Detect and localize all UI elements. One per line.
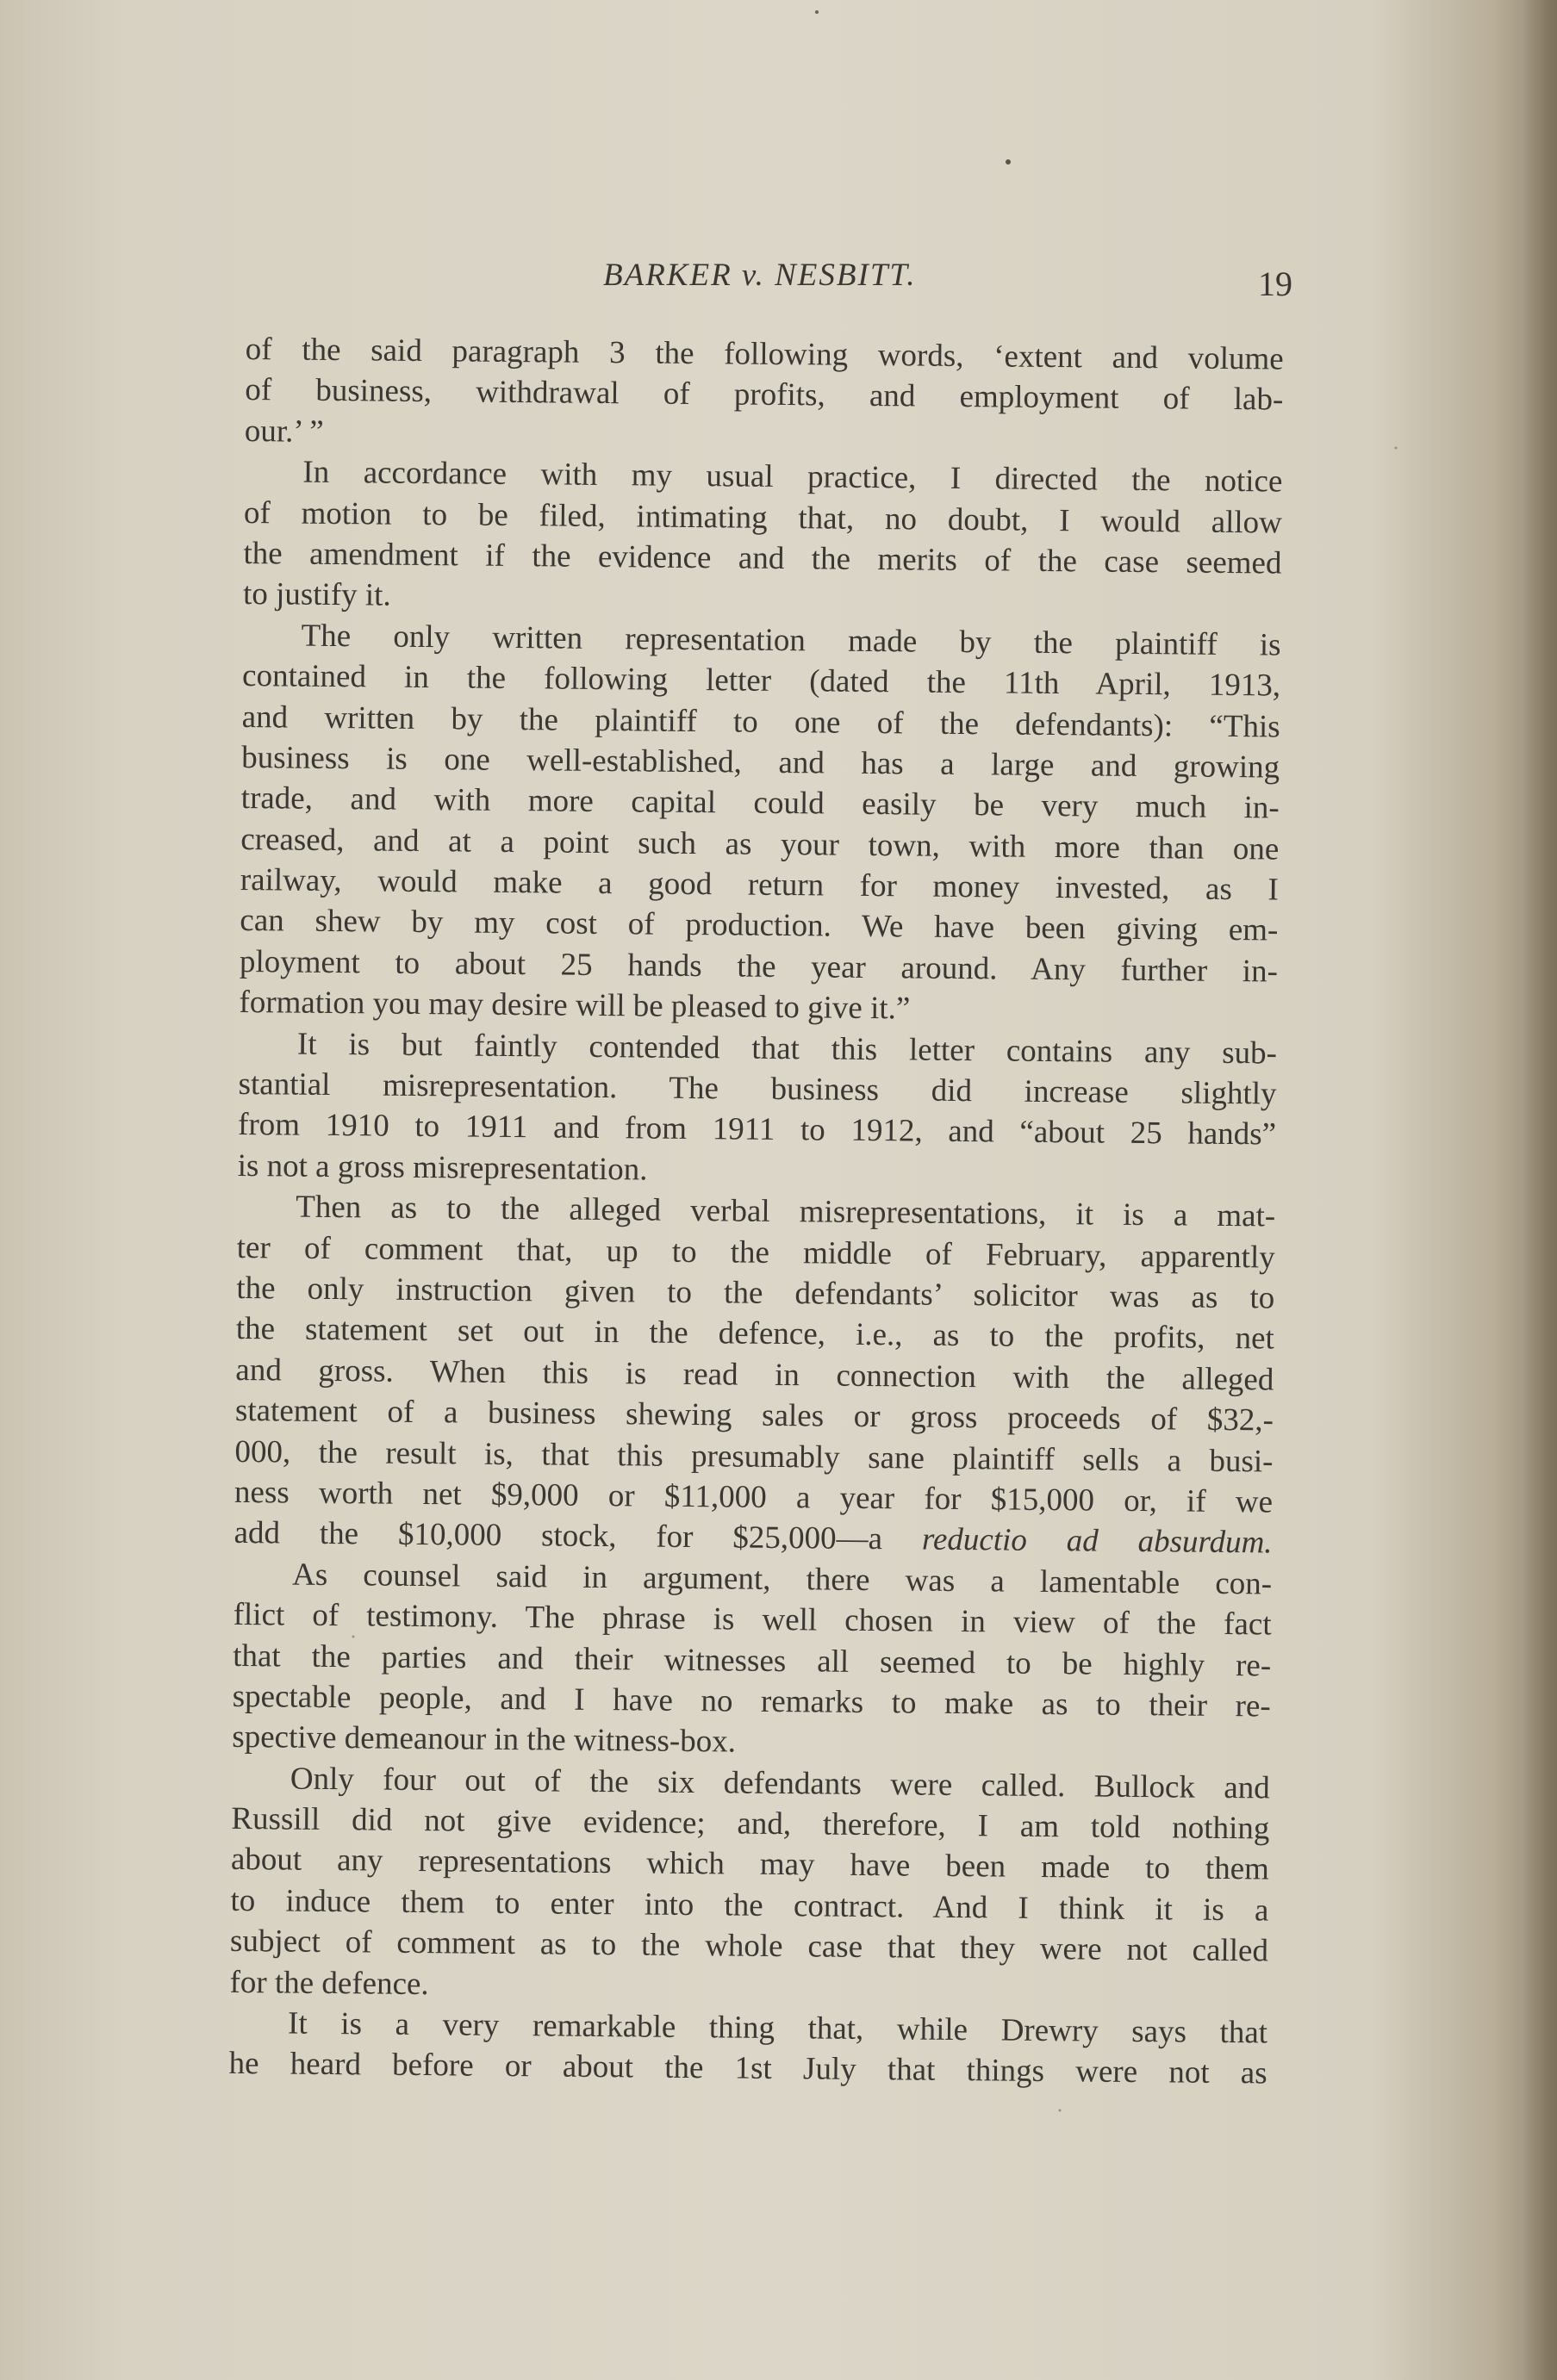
text-line: the statement set out in the defence, i.e., as to the profits, net [235,1311,1274,1357]
text-line: and gross. When this is read in connection with the alleged [235,1352,1274,1398]
text-line: he heard before or about the 1st July that things were not as [228,2046,1267,2091]
text-line: flict of testimony. The phrase is well chosen in view of the fact [233,1597,1272,1643]
text-line: formation you may desire will be pleased to give it.” [239,985,911,1027]
text-line: creased, and at a point such as your town, with more than one [240,821,1280,867]
text-line: about any representations which may have been made to them [230,1842,1270,1887]
text-line: that the parties and their witnesses all seemed to be highly re- [233,1637,1272,1683]
page-edge-shadow [1523,0,1557,2380]
text-line: Only four out of the six defendants were called. Bullock and [290,1761,1270,1806]
text-line: from 1910 to 1911 and from 1911 to 1912, and “about 25 hands” [237,1107,1277,1153]
text-line: In accordance with my usual practice, I directed the notice [302,454,1283,500]
text-line: the amendment if the evidence and the merits of the case seemed [243,535,1282,581]
text-line: stantial misrepresentation. The business did increase slightly [238,1066,1277,1112]
text-line: The only written representation made by the plaintiff is [301,618,1281,663]
text-line: statement of a business shewing sales or gross proceeds of $32,- [234,1393,1274,1439]
italic-phrase: reductio ad absurdum. [921,1521,1273,1561]
text-line: spective demeanour in the witness-box. [232,1719,737,1760]
text-line: subject of comment as to the whole case that they were not called [229,1923,1269,1969]
page-number: 19 [1258,264,1292,303]
text-line: It is but faintly contended that this letter contains any sub- [296,1026,1278,1072]
text-line: of business, withdrawal of profits, and employment of lab- [245,372,1284,418]
text-line: ness worth net $9,000 or $11,000 a year for $15,000 or, if we [234,1474,1274,1520]
text-line: Then as to the alleged verbal misrepresentations, it is a mat- [296,1189,1276,1234]
text-line: ter of comment that, up to the middle of February, apparently [236,1229,1275,1276]
text-line: 000, the result is, that this presumably sane plaintiff sells a busi- [234,1433,1274,1480]
text-line: to justify it. [242,576,391,613]
text-line: for the defence. [229,1964,429,2002]
text-line: spectable people, and I have no remarks to make as to their re- [232,1678,1271,1724]
text-line: of the said paragraph 3 the following words, ‘extent and volume [245,331,1284,377]
text-line: to induce them to enter into the contract. And I think it is a [230,1882,1269,1929]
text-line: Russill did not give evidence; and, therefore, I am told nothing [231,1800,1270,1847]
text-line: contained in the following letter (dated the 11th April, 1913, [241,658,1281,704]
text-line: our.’ ” [244,413,324,450]
text-line: business is one well-established, and has a large and growing [241,739,1280,786]
page-header [233,257,1292,303]
text-line: As counsel said in argument, there was a lamentable con- [291,1557,1273,1602]
text-line: and written by the plaintiff to one of the defendants): “This [241,699,1280,745]
text-line: can shew by my cost of production. We have been giving em- [240,903,1279,949]
text-line: It is a very remarkable thing that, while Drewry says that [287,2005,1268,2051]
text-line: of motion to be filed, intimating that, no doubt, I would allow [243,494,1283,541]
text-line: the only instruction given to the defendants’ solicitor was as to [236,1270,1275,1316]
text-segment: add the $10,000 stock, for $25,000—a [234,1515,883,1557]
running-head: BARKER v. NESBITT. [603,258,917,293]
body-text [228,329,1284,2094]
text-line: is not a gross misrepresentation. [237,1147,648,1188]
text-line: railway, would make a good return for money invested, as I [240,862,1280,908]
text-line: trade, and with more capital could easily be very much in- [240,780,1280,826]
text-line: ployment to about 25 hands the year around. Any further in- [239,943,1279,990]
